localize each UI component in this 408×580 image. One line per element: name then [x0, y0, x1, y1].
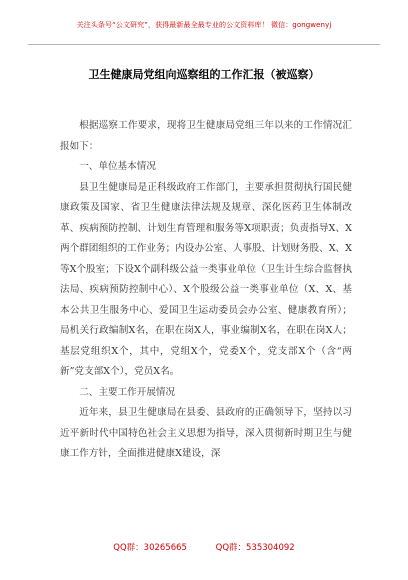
- section-heading-1: 一、单位基本情况: [79, 161, 156, 172]
- section-heading-2: 二、主要工作开展情况: [79, 386, 176, 398]
- header-divider: [28, 44, 380, 45]
- header-banner: 关注头条号“公文研究”，获得最新最全最专业的公文资料库！ 微信：gongwenyj: [76, 21, 332, 29]
- intro-paragraph: 根据巡察工作要求，现将卫生健康局党组三年以来的工作情况汇报如下：: [60, 120, 352, 152]
- footer-contact: [0, 541, 408, 553]
- work-paragraph: 近年来，县卫生健康局在县委、县政府的正确领导下，坚持以习近平新时代中国特色社会主义思想为指导，深入贯彻新时期卫生与健康工作方针，全面推进健康X建设，深: [60, 407, 352, 459]
- basic-info-paragraph: 县卫生健康局是正科级政府工作部门，主要承担贯彻执行国民健康政策及国家、省卫生健康法律法规及规章、深化医药卫生体制改革、疾病预防控制、计划生育管理和服务等X项职责；负责指导X、X两个群团组织的工作业务；内设办公室、人事股、计划财务股、X、X等X个股室；下设X个副科级公益一类事业单位（卫生计生综合监督执法局、疾病预防控制中心）、X个股级公益一类事业单位（X、X、基本公共卫生服务中心、爱国卫生运动委员会办公室、健康教育所）；局机关行政编制X名，在职在岗X人，事业编制X名，在职在岗X人；基层党组织X个，其中，党组X个，党委X个，党支部X个（含“两新”党支部X个），党员X名。: [60, 181, 352, 377]
- document-body: [60, 116, 352, 465]
- qq-group-2: QQ群：535304092: [215, 543, 295, 553]
- document-title: 卫生健康局党组向巡察组的工作汇报（被巡察）: [88, 68, 320, 81]
- qq-group-1: QQ群：30265665: [113, 543, 187, 553]
